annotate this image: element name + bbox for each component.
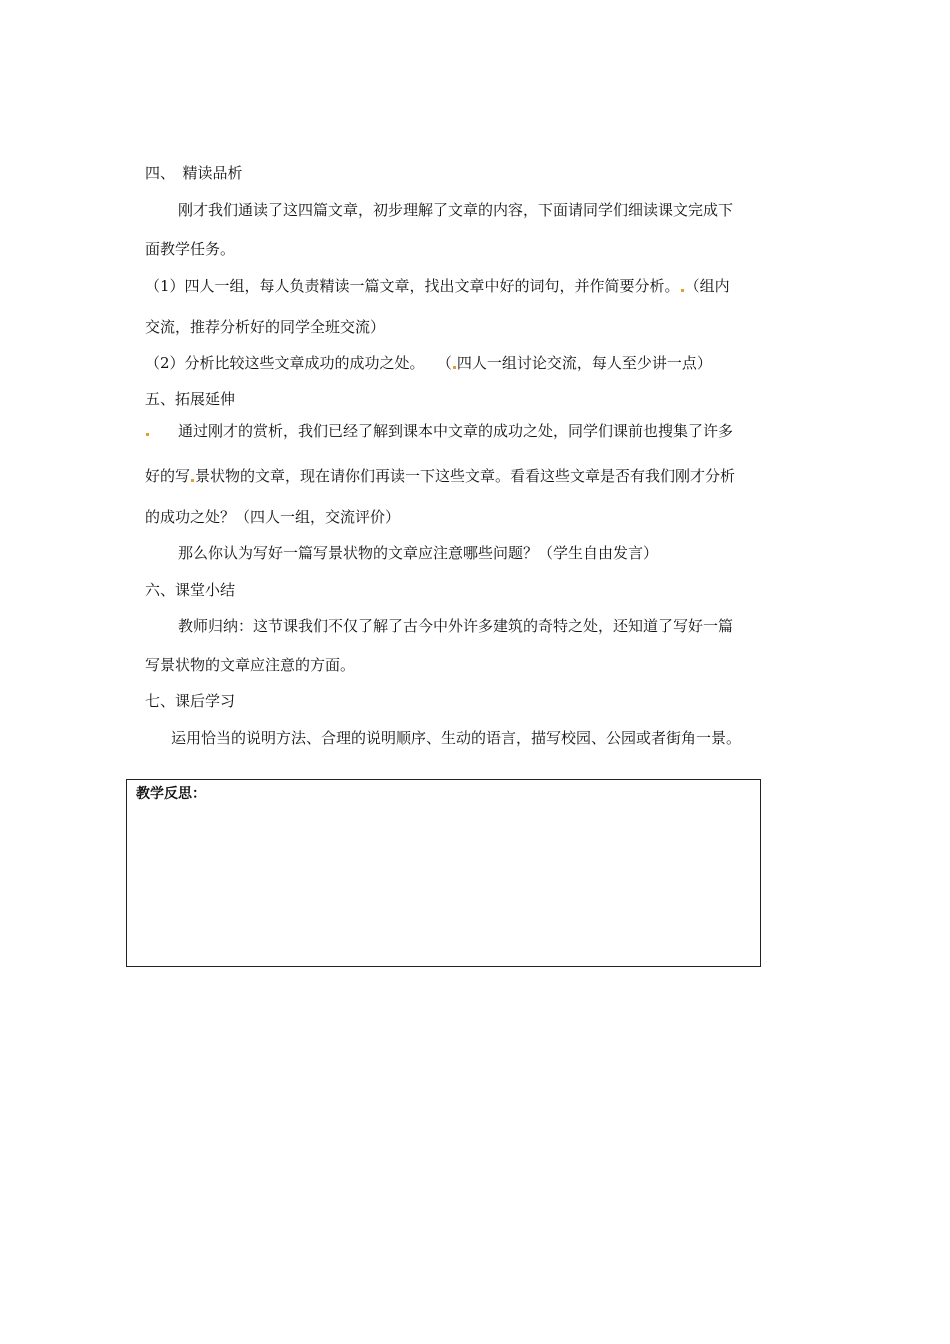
paragraph-line: 的成功之处？（四人一组，交流评价） — [145, 508, 401, 526]
paragraph-line: 写景状物的文章应注意的方面。 — [145, 656, 356, 674]
teaching-reflection-box — [126, 779, 761, 967]
list-item-1-tail: （组内 — [684, 277, 730, 295]
marker-dot — [681, 289, 684, 292]
teaching-reflection-title: 教学反思： — [136, 786, 206, 802]
marker-dot — [191, 479, 194, 482]
marker-dot — [453, 366, 456, 369]
section-heading-6: 六、课堂小结 — [145, 581, 236, 599]
section-heading-7: 七、课后学习 — [145, 692, 236, 710]
paragraph-line: 刚才我们通读了这四篇文章，初步理解了文章的内容，下面请同学们细读课文完成下 — [178, 201, 734, 219]
list-item-1-continued: 交流，推荐分析好的同学全班交流） — [145, 318, 386, 336]
list-item-2-text: （2）分析比较这些文章成功的成功之处。 （ — [145, 354, 452, 372]
paragraph-line: 通过刚才的赏析，我们已经了解到课本中文章的成功之处，同学们课前也搜集了许多 — [178, 422, 734, 440]
paragraph-line: 运用恰当的说明方法、合理的说明顺序、生动的语言，描写校园、公园或者街角一景。 — [171, 729, 742, 747]
paragraph-line: 那么你认为写好一篇写景状物的文章应注意哪些问题？（学生自由发言） — [178, 544, 659, 562]
list-item-1-text: （1）四人一组，每人负责精读一篇文章，找出文章中好的词句，并作简要分析。 — [145, 277, 680, 295]
paragraph-line-part: 景状物的文章，现在请你们再读一下这些文章。看看这些文章是否有我们刚才分析 — [195, 467, 736, 485]
section-heading-4: 四、 精读品析 — [145, 164, 243, 182]
list-item-2-tail: 四人一组讨论交流，每人至少讲一点） — [456, 354, 712, 372]
marker-dot — [146, 433, 149, 436]
paragraph-line — [145, 466, 735, 486]
paragraph-line: 面教学任务。 — [145, 240, 236, 258]
section-heading-5: 五、拓展延伸 — [145, 390, 236, 408]
list-item-2 — [145, 353, 712, 373]
paragraph-line: 教师归纳：这节课我们不仅了解了古今中外许多建筑的奇特之处，还知道了写好一篇 — [178, 617, 734, 635]
list-item-1 — [145, 276, 730, 296]
paragraph-line-part: 好的写 — [145, 467, 191, 485]
